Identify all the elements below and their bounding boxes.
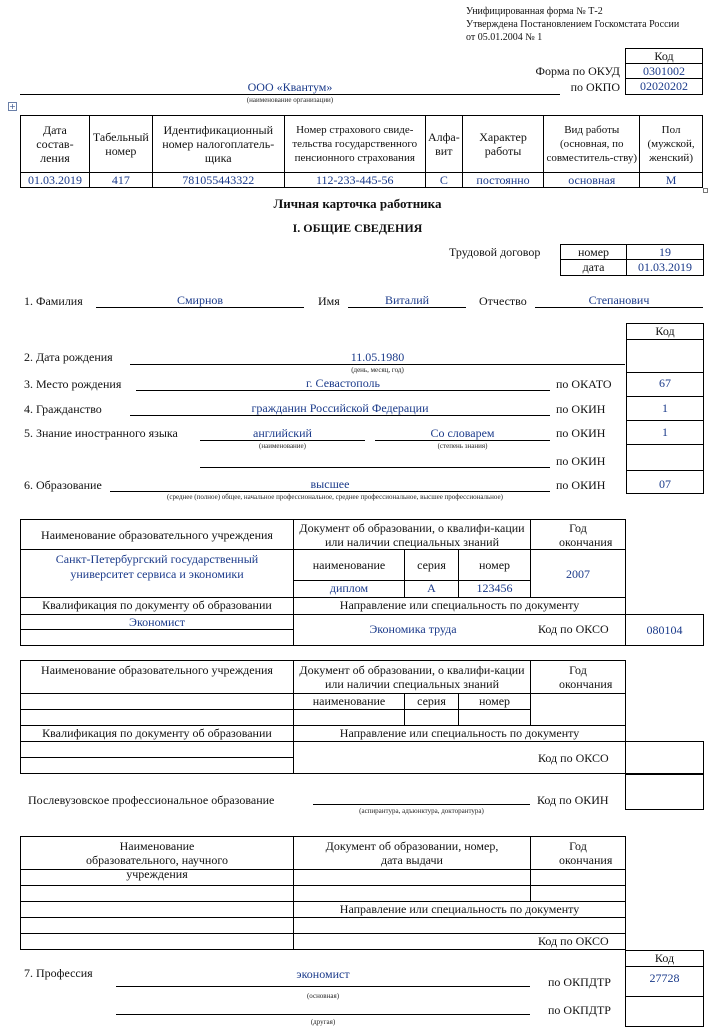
okpo-label: по ОКПО (570, 80, 620, 94)
postgrad-okin-value[interactable] (625, 774, 704, 810)
form-unified-label: Унифицированная форма № Т-2 (466, 6, 603, 17)
organization-caption: (наименование организации) (246, 96, 334, 104)
profession-main-caption: (основная) (306, 992, 340, 1000)
okin-citizenship-value[interactable]: 1 (662, 401, 668, 415)
col-work-nature-header: Характер работы (462, 116, 544, 173)
okato-label: по ОКАТО (556, 377, 612, 391)
edu3-inst-row2[interactable] (20, 885, 294, 902)
okpdtr2-label: по ОКПДТР (548, 1003, 611, 1017)
cell-inn[interactable]: 781055443322 (152, 173, 284, 188)
edu1-institution[interactable]: Санкт-Петербургский государственный университет сервиса и экономики (20, 549, 294, 598)
okin-language-label: по ОКИН (556, 426, 606, 440)
okpdtr1-value[interactable]: 27728 (625, 966, 704, 997)
profession-code-header: Код (625, 950, 704, 967)
contract-label: Трудовой договор (449, 245, 541, 259)
col-alphabet-header: Алфа-вит (425, 116, 462, 173)
edu1-inst-header: Наименование образовательного учреждения (20, 519, 294, 550)
edu1-number-header: номер (458, 549, 531, 581)
edu2-inst-header: Наименование образовательного учреждения (20, 660, 294, 694)
col-tabnum-header: Табельный номер (89, 116, 152, 173)
edu1-okso-value[interactable]: 080104 (625, 614, 704, 646)
edu3-left-row3[interactable] (20, 901, 294, 918)
language-field[interactable]: английский (200, 426, 365, 441)
col-date-header: Дата состав-ления (21, 116, 90, 173)
edu1-doc-series[interactable]: А (404, 580, 459, 598)
surname-label: 1. Фамилия (24, 294, 83, 308)
contract-number-value[interactable]: 19 (626, 244, 704, 260)
edu2-okso-label: Код по ОКСО (538, 751, 609, 765)
postgrad-field[interactable] (313, 790, 530, 805)
postgrad-label: Послевузовское профессиональное образование (28, 793, 275, 807)
edu2-number-header: номер (458, 693, 531, 710)
okud-label: Форма по ОКУД (535, 64, 620, 78)
okin-education-label: по ОКИН (556, 478, 606, 492)
patronymic-field[interactable]: Степанович (535, 293, 703, 308)
contract-number-label: номер (560, 244, 627, 260)
okud-value[interactable]: 0301002 (625, 63, 703, 79)
employee-id-table (20, 115, 703, 188)
code-header: Код (625, 48, 703, 64)
form-header-notice (466, 5, 679, 44)
edu2-inst-row2[interactable] (20, 709, 294, 726)
table-move-handle-icon[interactable]: + (9, 102, 16, 111)
edu1-doc-number[interactable]: 123456 (458, 580, 531, 598)
cell-gender[interactable]: М (640, 173, 703, 188)
cell-date[interactable]: 01.03.2019 (21, 173, 90, 188)
okpo-value[interactable]: 02020202 (625, 78, 703, 95)
profession-other-field[interactable] (116, 1000, 530, 1015)
edu3-doc-header: Документ об образовании, номер, дата выдачи (293, 836, 531, 870)
okpdtr2-value[interactable] (625, 996, 704, 1027)
edu3-year-header: Год окончания (530, 836, 626, 870)
edu2-okso-value[interactable] (625, 741, 704, 774)
edu2-qual-header: Квалификация по документу об образовании (20, 725, 294, 742)
section-general-heading: I. ОБЩИЕ СВЕДЕНИЯ (292, 221, 423, 235)
okin-language-value[interactable]: 1 (662, 425, 668, 439)
cell-alphabet[interactable]: С (425, 173, 462, 188)
contract-date-label: дата (560, 259, 627, 276)
edu3-inst-row1[interactable] (20, 869, 294, 886)
surname-field[interactable]: Смирнов (96, 293, 304, 308)
edu3-year-row2[interactable] (530, 885, 626, 902)
table-resize-handle-icon[interactable] (703, 188, 708, 193)
cell-work-nature[interactable]: постоянно (462, 173, 544, 188)
edu3-left-row5[interactable] (20, 933, 294, 950)
edu3-doc-row1[interactable] (293, 869, 531, 886)
edu2-doc-number[interactable] (458, 709, 531, 726)
organization-name[interactable]: ООО «Квантум» (20, 80, 560, 95)
col-snils-header: Номер страхового свиде-тельства государственного пенсионного страхования (284, 116, 425, 173)
edu3-spec-header: Направление или специальность по документу (293, 901, 626, 918)
profession-label: 7. Профессия (24, 966, 93, 980)
birthplace-label: 3. Место рождения (24, 377, 122, 391)
okato-value[interactable]: 67 (659, 376, 671, 390)
okin-education-value[interactable]: 07 (659, 477, 671, 491)
edu1-year-header: Год окончания (530, 519, 626, 550)
language-level-caption: (степень знания) (437, 442, 488, 450)
edu3-spec-row1[interactable] (293, 917, 626, 934)
edu2-qualification[interactable] (20, 741, 294, 758)
edu1-specialty[interactable]: Экономика труда (369, 622, 457, 636)
language-level-field[interactable]: Со словарем (375, 426, 550, 441)
person-code-header: Код (626, 323, 704, 340)
language2-field[interactable] (200, 453, 550, 468)
edu1-qualification-2[interactable] (20, 629, 294, 646)
cell-work-type[interactable]: основная (544, 173, 640, 188)
edu1-spec-header: Направление или специальность по документу (293, 597, 626, 615)
name-label: Имя (318, 294, 340, 308)
birthdate-caption: (день, месяц, год) (351, 366, 404, 374)
edu3-doc-row2[interactable] (293, 885, 531, 902)
edu1-name-header: наименование (293, 549, 405, 581)
edu1-qualification[interactable]: Экономист (20, 614, 294, 630)
profession-main-field[interactable]: экономист (116, 967, 530, 987)
cell-tabnum[interactable]: 417 (89, 173, 152, 188)
form-approval-label: Утверждена Постановлением Госкомстата России (466, 19, 680, 30)
postgrad-okin-label: Код по ОКИН (537, 793, 609, 807)
edu3-left-row4[interactable] (20, 917, 294, 934)
patronymic-label: Отчество (479, 294, 527, 308)
citizenship-label: 4. Гражданство (24, 402, 102, 416)
edu3-inst-header: Наименование образовательного, научного учреждения (20, 836, 294, 870)
col-inn-header: Идентификационный номер налогоплатель-щика (152, 116, 284, 173)
edu1-year[interactable]: 2007 (530, 549, 626, 598)
edu2-year[interactable] (530, 693, 626, 726)
edu1-qual-header: Квалификация по документу об образовании (20, 597, 294, 615)
okin-language2-label: по ОКИН (556, 454, 606, 468)
edu2-series-header: серия (404, 693, 459, 710)
edu1-okso-label: Код по ОКСО (538, 622, 609, 636)
edu3-year-row1[interactable] (530, 869, 626, 886)
form-approval-date: от 05.01.2004 № 1 (466, 32, 543, 43)
profession-other-caption: (другая) (310, 1018, 336, 1026)
edu3-okso-label: Код по ОКСО (538, 934, 609, 948)
edu2-qualification-2[interactable] (20, 757, 294, 774)
col-gender-header: Пол (мужской, женский) (640, 116, 703, 173)
postgrad-caption: (аспирантура, адъюнктура, докторантура) (359, 807, 484, 815)
language-caption: (наименование) (259, 442, 306, 450)
birthplace-field[interactable]: г. Севастополь (136, 376, 550, 391)
col-work-type-header: Вид работы (основная, по совместитель-ству) (544, 116, 640, 173)
citizenship-field[interactable]: гражданин Российской Федерации (130, 401, 550, 416)
okin-citizenship-label: по ОКИН (556, 402, 606, 416)
edu1-doc-header: Документ об образовании, о квалифи-кации или наличии специальных знаний (293, 519, 531, 550)
name-field[interactable]: Виталий (348, 293, 466, 308)
edu1-series-header: серия (404, 549, 459, 581)
cell-snils[interactable]: 112-233-445-56 (284, 173, 425, 188)
edu2-name-header: наименование (293, 693, 405, 710)
okpdtr1-label: по ОКПДТР (548, 975, 611, 989)
edu2-doc-name[interactable] (293, 709, 405, 726)
education-caption: (среднее (полное) общее, начальное профессиональное, среднее профессиональное, высшее профессиональное) (167, 493, 503, 501)
edu2-doc-header: Документ об образовании, о квалифи-кации или наличии специальных знаний (293, 660, 531, 694)
edu2-spec-header: Направление или специальность по документу (293, 725, 626, 742)
birthdate-field[interactable]: 11.05.1980 (130, 350, 625, 365)
language-label: 5. Знание иностранного языка (24, 426, 178, 440)
edu2-year-header: Год окончания (530, 660, 626, 694)
birthdate-label: 2. Дата рождения (24, 350, 113, 364)
education-label: 6. Образование (24, 478, 102, 492)
contract-date-value[interactable]: 01.03.2019 (626, 259, 704, 276)
education-field[interactable]: высшее (110, 477, 550, 492)
card-title: Личная карточка работника (273, 196, 442, 211)
edu1-doc-name[interactable]: диплом (293, 580, 405, 598)
edu2-doc-series[interactable] (404, 709, 459, 726)
edu2-inst-row1[interactable] (20, 693, 294, 710)
